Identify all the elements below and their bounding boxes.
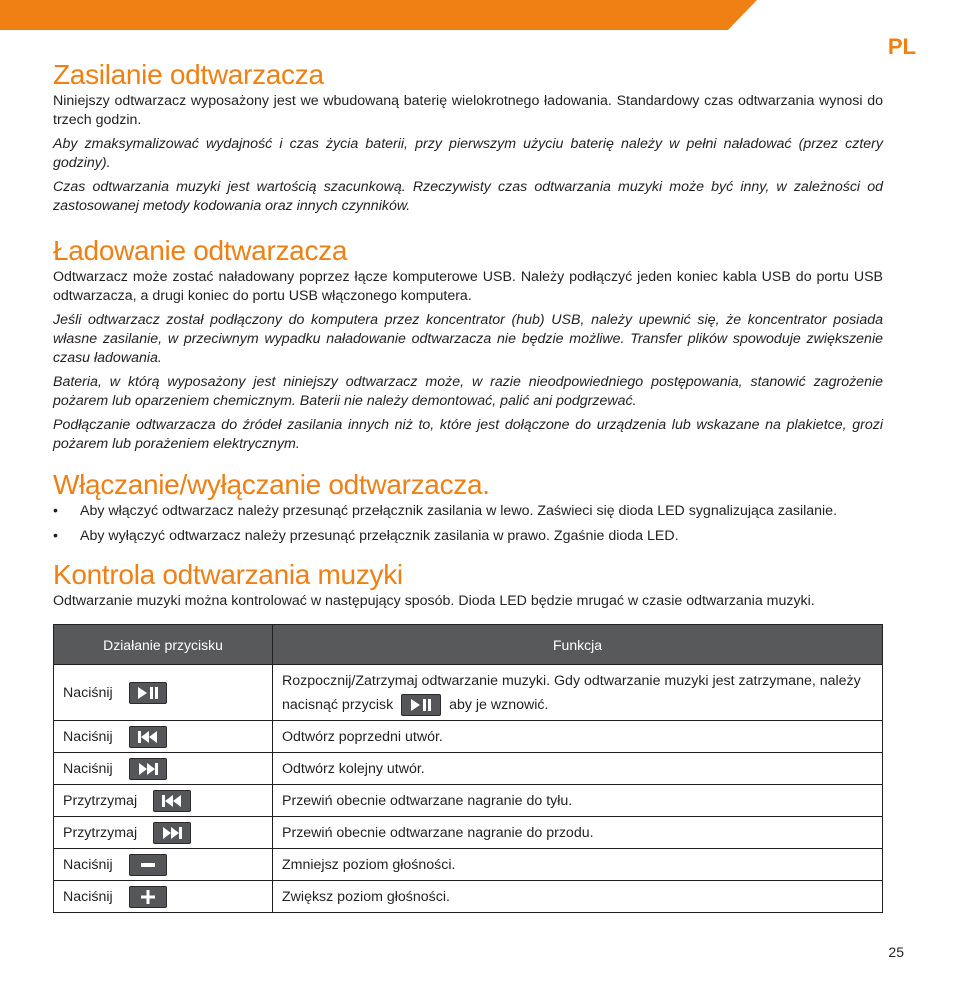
table-row <box>54 785 883 817</box>
function-text: Zmniejsz poziom głośności. <box>273 849 883 881</box>
paragraph-italic: Aby zmaksymalizować wydajność i czas życia baterii, przy pierwszym użyciu baterię należy w pełni naładować (przez cztery godziny). <box>53 136 883 171</box>
previous-track-icon <box>129 726 167 748</box>
function-text: aby je wznowić. <box>449 696 549 713</box>
table-header-action: Działanie przycisku <box>54 625 273 665</box>
top-orange-banner <box>0 0 954 30</box>
next-track-icon <box>153 822 191 844</box>
action-label: Naciśnij <box>63 760 113 777</box>
previous-track-icon <box>153 790 191 812</box>
paragraph: Odtwarzacz może zostać naładowany poprzez łącze komputerowe USB. Należy podłączyć jeden koniec kabla USB do portu USB odtwarzacza, a drugi koniec do portu USB włączonego komputera. <box>53 269 883 304</box>
table-row <box>54 721 883 753</box>
document-body <box>53 58 883 913</box>
paragraph-italic: Podłączanie odtwarzacza do źródeł zasilania innych niż to, które jest dołączone do urządzenia lub wskazane na plakietce, grozi pożarem lub porażeniem elektrycznym. <box>53 417 883 452</box>
play-pause-icon <box>129 682 167 704</box>
play-pause-icon <box>401 694 441 716</box>
minus-icon <box>129 854 167 876</box>
bullet-list <box>53 502 883 546</box>
function-text: Przewiń obecnie odtwarzane nagranie do przodu. <box>273 817 883 849</box>
function-text: Odtwórz kolejny utwór. <box>273 753 883 785</box>
action-label: Przytrzymaj <box>63 824 138 841</box>
action-label: Naciśnij <box>63 888 113 905</box>
paragraph-italic: Bateria, w którą wyposażony jest niniejszy odtwarzacz może, w razie nieodpowiedniego postępowania, stanowić zagrożenie pożarem lub oparzeniem chemicznym. Baterii nie należy demontować, palić ani podgrzewać. <box>53 374 883 409</box>
controls-table <box>53 624 883 913</box>
list-item: • Aby włączyć odtwarzacz należy przesunąć przełącznik zasilania w lewo. Zaświeci się dioda LED sygnalizująca zasilanie. <box>53 503 838 519</box>
list-item: • Aby wyłączyć odtwarzacz należy przesunąć przełącznik zasilania w prawo. Zgaśnie dioda LED. <box>53 528 679 544</box>
table-row <box>54 665 883 721</box>
paragraph-italic: Czas odtwarzania muzyki jest wartością szacunkową. Rzeczywisty czas odtwarzania muzyki może być inny, w zależności od zastosowanej metody kodowania oraz innych czynników. <box>53 179 883 214</box>
language-label: PL <box>887 34 916 59</box>
action-label: Przytrzymaj <box>63 792 138 809</box>
action-label: Naciśnij <box>63 728 113 745</box>
section-title-power: Zasilanie odtwarzacza <box>53 59 324 90</box>
paragraph: Niniejszy odtwarzacz wyposażony jest we wbudowaną baterię wielokrotnego ładowania. Standardowy czas odtwarzania wynosi do trzech godzin. <box>53 93 883 128</box>
function-text: Rozpocznij/Zatrzymaj odtwarzanie muzyki. Gdy odtwarzanie muzyki jest zatrzymane, należy nacisnąć przycisk <box>282 672 861 713</box>
table-row <box>54 881 883 913</box>
table-header-function: Funkcja <box>273 625 883 665</box>
plus-icon <box>129 886 167 908</box>
next-track-icon <box>129 758 167 780</box>
page-number: 25 <box>888 944 904 960</box>
action-label: Naciśnij <box>63 684 113 701</box>
function-text: Zwiększ poziom głośności. <box>273 881 883 913</box>
table-row <box>54 817 883 849</box>
action-label: Naciśnij <box>63 856 113 873</box>
table-row <box>54 849 883 881</box>
section-title-playback-control: Kontrola odtwarzania muzyki <box>53 559 403 590</box>
function-text: Odtwórz poprzedni utwór. <box>273 721 883 753</box>
section-title-power-switch: Włączanie/wyłączanie odtwarzacza. <box>53 469 490 500</box>
table-row <box>54 753 883 785</box>
paragraph: Odtwarzanie muzyki można kontrolować w następujący sposób. Dioda LED będzie mrugać w czasie odtwarzania muzyki. <box>53 593 815 609</box>
paragraph-italic: Jeśli odtwarzacz został podłączony do komputera przez koncentrator (hub) USB, należy upewnić się, że koncentrator posiada własne zasilanie, w przeciwnym wypadku naładowanie odtwarzacza nie będzie możliwe. Transfer plików spowoduje zwiększenie czasu ładowania. <box>53 312 883 366</box>
section-title-charging: Ładowanie odtwarzacza <box>53 235 348 266</box>
function-text: Przewiń obecnie odtwarzane nagranie do tyłu. <box>273 785 883 817</box>
